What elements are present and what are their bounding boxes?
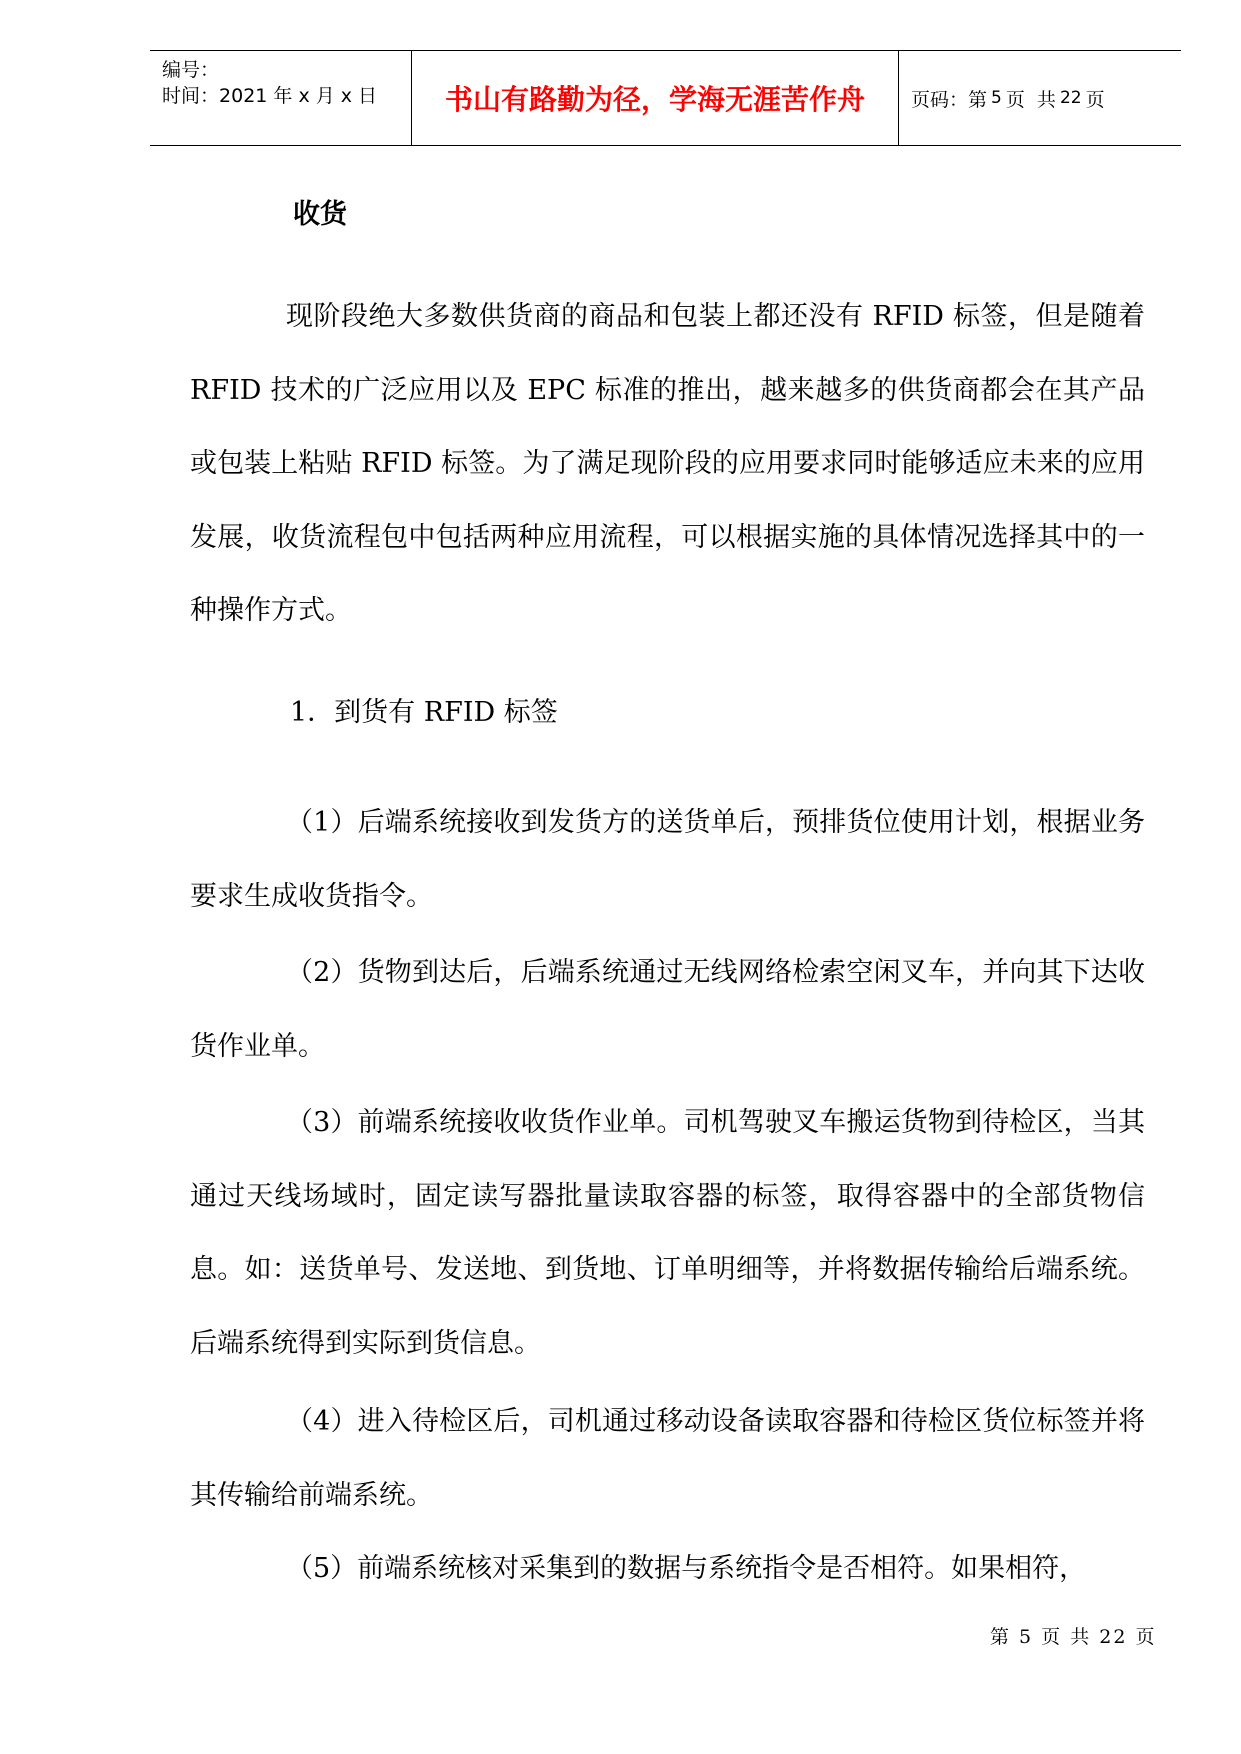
section-title: 收货	[293, 199, 347, 230]
intro-paragraph: 现阶段绝大多数供货商的商品和包装上都还没有 RFID 标签，但是随着 RFID 技术的广泛应用以及 EPC 标准的推出，越来越多的供货商都会在其产品或包装上粘贴 RFID 标签。为了满足现阶段的应用要求同时能够适应未来的应用发展，收货流程包中包括两种应用流程，可以根据实施的具体情况选择其中的一种操作方式。	[190, 301, 1145, 626]
time-label: 时间：	[162, 85, 220, 107]
number-label: 编号：	[162, 59, 220, 81]
step-4: （4）进入待检区后，司机通过移动设备读取容器和待检区货位标签并将其传输给前端系统。	[190, 1406, 1145, 1511]
step-5: （5）前端系统核对采集到的数据与系统指令是否相符。如果相符，	[286, 1553, 1087, 1584]
page-mid: 页 共	[1005, 88, 1056, 111]
page-header	[150, 50, 1181, 146]
page-label: 页码：第	[911, 88, 988, 111]
step-3: （3）前端系统接收收货作业单。司机驾驶叉车搬运货物到待检区，当其通过天线场域时，固定读写器批量读取容器的标签，取得容器中的全部货物信息。如：送货单号、发送地、到货地、订单明细等，并将数据传输给后端系统。后端系统得到实际到货信息。	[190, 1107, 1145, 1359]
page-total: 22	[1059, 88, 1082, 108]
item-1-heading: 1．到货有 RFID 标签	[290, 697, 558, 728]
step-1: （1）后端系统接收到发货方的送货单后，预排货位使用计划，根据业务要求生成收货指令。	[190, 807, 1145, 912]
page-footer: 第 5 页 共 22 页	[990, 1626, 1157, 1648]
page-end: 页	[1085, 88, 1105, 111]
step-2: （2）货物到达后，后端系统通过无线网络检索空闲叉车，并向其下达收货作业单。	[190, 957, 1145, 1062]
header-meta	[150, 51, 412, 145]
time-line	[162, 83, 411, 109]
header-page-info	[899, 51, 1181, 145]
header-motto: 书山有路勤为径，学海无涯苦作舟	[412, 51, 899, 145]
time-value: 2021 年 x 月 x 日	[219, 85, 378, 107]
page-current: 5	[991, 88, 1002, 108]
